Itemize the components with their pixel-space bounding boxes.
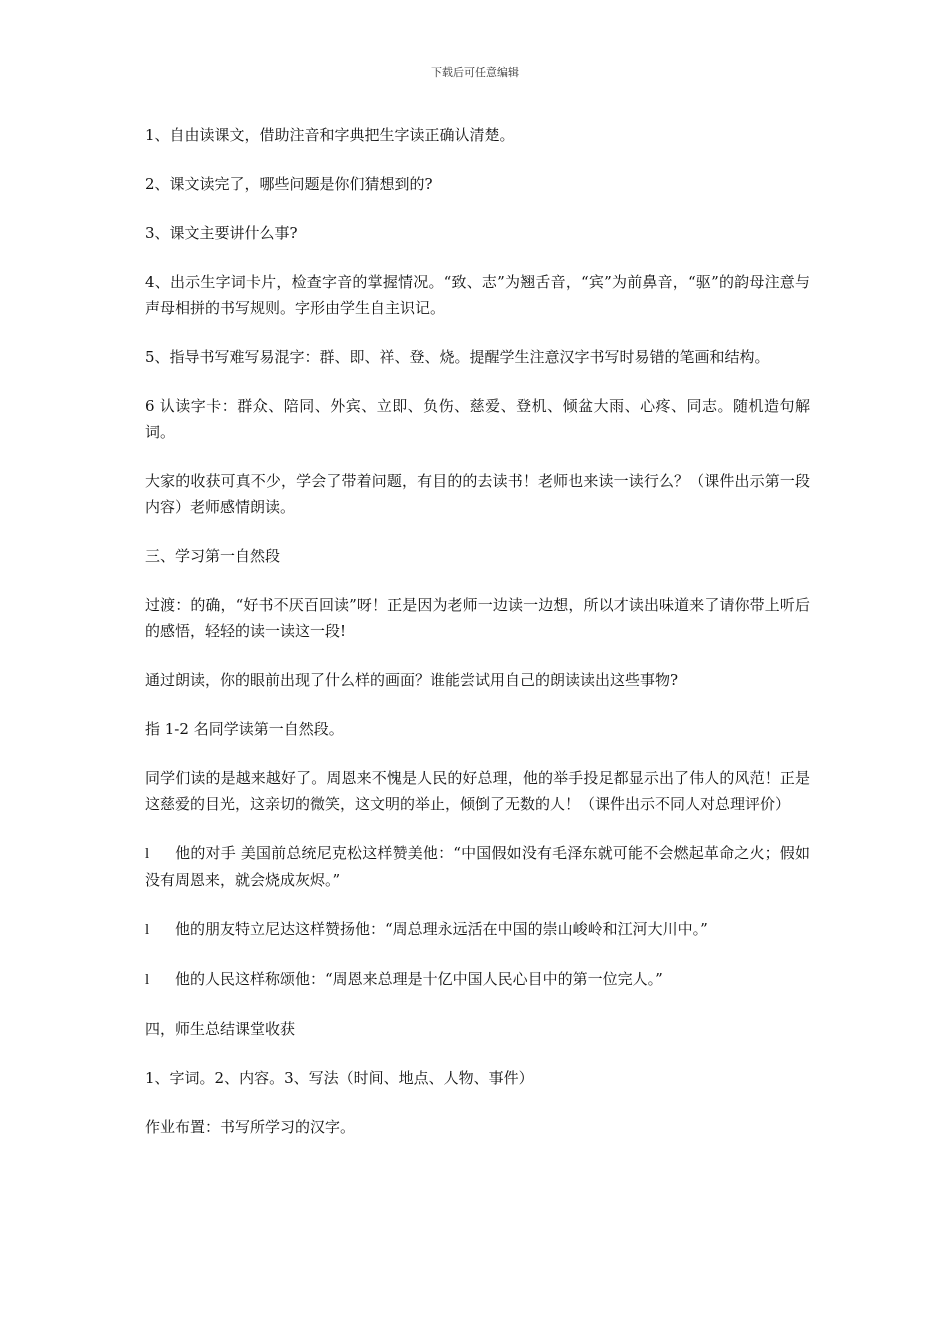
section-heading-3: 三、学习第一自然段 xyxy=(145,547,281,565)
homework-line: 作业布置：书写所学习的汉字。 xyxy=(145,1118,356,1136)
page-header: 下载后可任意编辑 xyxy=(431,66,519,79)
bullet-text: 他的对手 美国前总统尼克松这样赞美他：“中国假如没有毛泽东就可能不会燃起革命之火；假如没有周恩来，就会烧成灰烬。” xyxy=(145,844,810,889)
paragraph-7: 大家的收获可真不少，学会了带着问题，有目的的去读书！老师也来读一读行么？（课件出示第一段内容）老师感情朗读。 xyxy=(145,472,810,516)
paragraph-9: 通过朗读，你的眼前出现了什么样的画面？谁能尝试用自己的朗读读出这些事物? xyxy=(145,671,679,689)
paragraph-11: 同学们读的是越来越好了。周恩来不愧是人民的好总理，他的举手投足都显示出了伟人的风范！正是这慈爱的目光，这亲切的微笑，这文明的举止，倾倒了无数的人！（课件出示不同人对总理评价） xyxy=(145,769,810,813)
paragraph-2: 2、课文读完了，哪些问题是你们猜想到的? xyxy=(145,175,433,193)
summary-line: 1、字词。2、内容。3、写法（时间、地点、人物、事件） xyxy=(145,1069,534,1087)
bullet-item-1 xyxy=(145,840,810,893)
paragraph-10: 指 1-2 名同学读第一自然段。 xyxy=(145,720,344,738)
bullet-mark: l xyxy=(145,846,150,862)
bullet-item-3 xyxy=(145,966,810,993)
section-heading-4: 四，师生总结课堂收获 xyxy=(145,1020,296,1038)
bullet-mark: l xyxy=(145,922,150,938)
paragraph-3: 3、课文主要讲什么事? xyxy=(145,224,298,242)
document-body xyxy=(145,122,810,1163)
paragraph-6: 6 认读字卡：群众、陪同、外宾、立即、负伤、慈爱、登机、倾盆大雨、心疼、同志。随机造句解词。 xyxy=(145,397,810,441)
bullet-text: 他的人民这样称颂他：“周恩来总理是十亿中国人民心目中的第一位完人。” xyxy=(175,970,663,988)
paragraph-8: 过渡：的确，“好书不厌百回读”呀！正是因为老师一边读一边想，所以才读出味道来了请你带上听后的感悟，轻轻的读一读这一段! xyxy=(145,596,810,640)
bullet-text: 他的朋友特立尼达这样赞扬他：“周总理永远活在中国的崇山峻岭和江河大川中。” xyxy=(175,920,708,938)
paragraph-4: 4、出示生字词卡片，检查字音的掌握情况。“致、志”为翘舌音，“宾”为前鼻音，“驱”的韵母注意与声母相拼的书写规则。字形由学生自主识记。 xyxy=(145,273,810,317)
paragraph-5: 5、指导书写难写易混字：群、即、祥、登、烧。提醒学生注意汉字书写时易错的笔画和结构。 xyxy=(145,348,770,366)
paragraph-1: 1、自由读课文，借助注音和字典把生字读正确认清楚。 xyxy=(145,126,515,144)
bullet-mark: l xyxy=(145,972,150,988)
bullet-item-2 xyxy=(145,916,810,943)
